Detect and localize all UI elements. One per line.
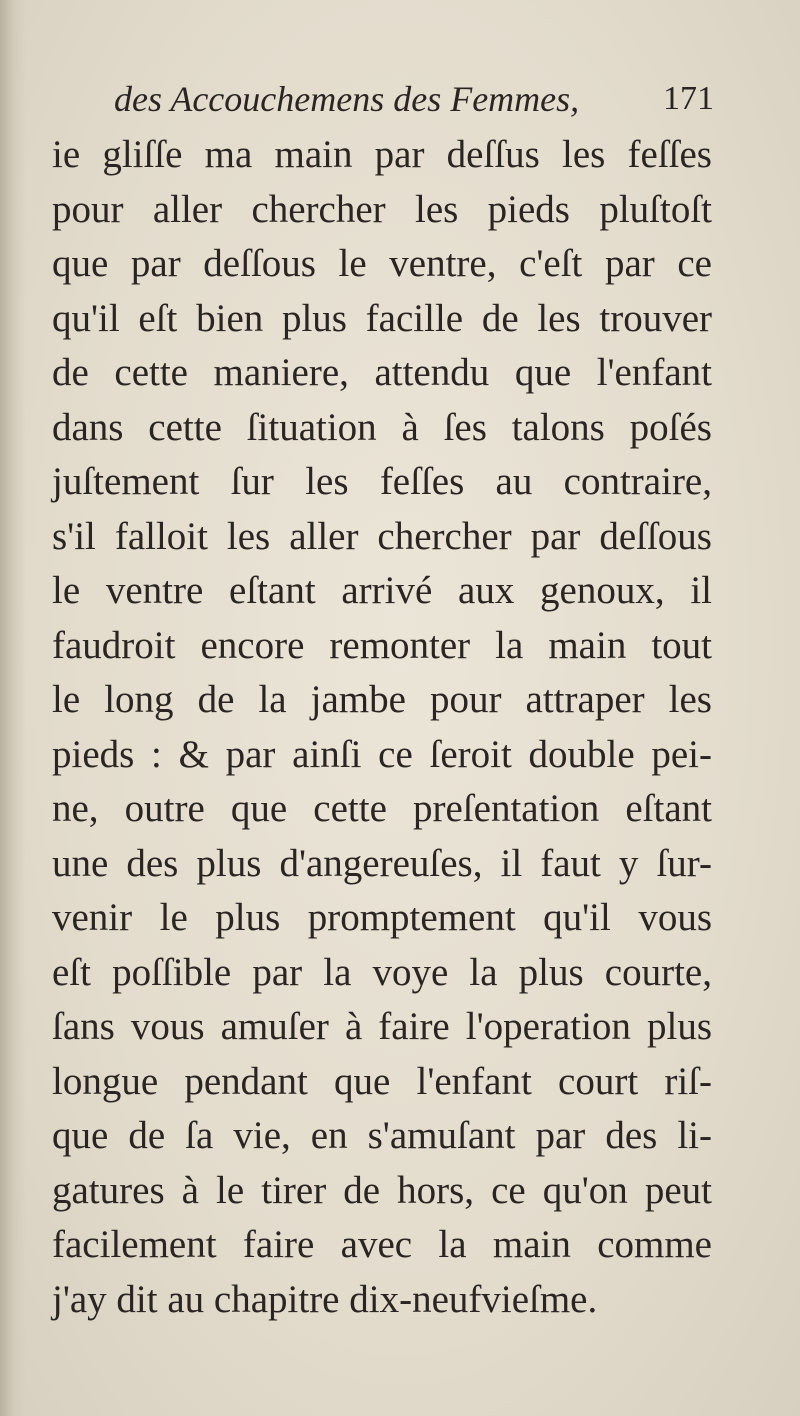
- text-line: qu'il eſt bien plus facille de les trouver: [52, 296, 712, 340]
- text-line: s'il falloit les aller chercher par deſſous: [52, 514, 712, 558]
- text-line: une des plus d'angereuſes, il faut y ſur-: [52, 841, 712, 885]
- text-line: ſans vous amuſer à faire l'operation plus: [52, 1005, 712, 1048]
- text-line: le long de la jambe pour attraper les: [52, 678, 712, 721]
- body-text: [52, 128, 712, 1327]
- text-line: longue pendant que l'enfant court riſ-: [52, 1059, 712, 1103]
- text-line: de cette maniere, attendu que l'enfant: [52, 351, 712, 394]
- text-line: facilement faire avec la main comme: [52, 1223, 712, 1266]
- running-header: [114, 74, 714, 124]
- text-line: pieds : & par ainſi ce ſeroit double pei-: [52, 732, 712, 776]
- text-line: que par deſſous le ventre, c'eſt par ce: [52, 242, 712, 285]
- text-line: eſt poſſible par la voye la plus courte,: [52, 950, 712, 994]
- text-line: venir le plus promptement qu'il vous: [52, 896, 712, 939]
- text-line: faudroit encore remonter la main tout: [52, 623, 712, 667]
- text-line: le ventre eſtant arrivé aux genoux, il: [52, 569, 712, 612]
- text-line: ne, outre que cette preſentation eſtant: [52, 787, 712, 830]
- text-line: que de ſa vie, en s'amuſant par des li-: [52, 1114, 712, 1157]
- running-title: des Accouchemens des Femmes,: [114, 79, 580, 119]
- text-line: gatures à le tirer de hors, ce qu'on peut: [52, 1168, 712, 1212]
- text-line-last: j'ay dit au chapitre dix-neufvieſme.: [52, 1277, 598, 1321]
- text-line: pour aller chercher les pieds pluſtoſt: [52, 187, 712, 231]
- page-number: 171: [663, 80, 714, 117]
- text-line: juſtement ſur les feſſes au contraire,: [52, 460, 712, 503]
- page-gutter-shadow: [0, 0, 26, 1416]
- text-line: dans cette ſituation à ſes talons poſés: [52, 405, 712, 449]
- text-line: ie gliſſe ma main par deſſus les feſſes: [52, 133, 712, 176]
